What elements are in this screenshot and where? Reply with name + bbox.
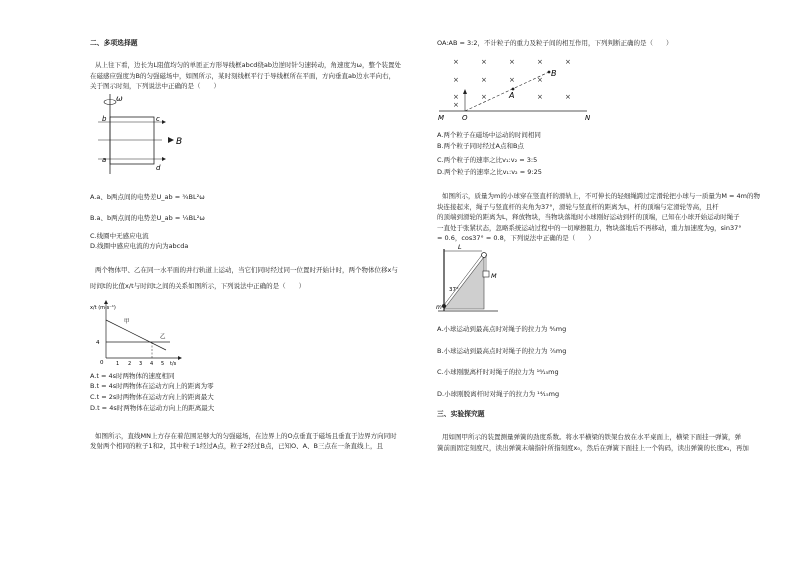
q5-stem-line2: 簧前面固定刻度尺，读出弹簧末端指针所指刻度x₀，然后在弹簧下面挂上一个钩码，读出弹簧的长度x₁，再加 <box>437 444 749 452</box>
q2-stem-line2: 时间t的比值x/t与时间t之间的关系如图所示，下列说法中正确的是（ ） <box>90 282 306 290</box>
q3-stem-line1: 如图所示，直线MN上方存在着范围足够大的匀强磁场，在边界上的O点垂直于磁场且垂直于边界方向同时 <box>95 432 397 440</box>
label-c: c <box>156 115 160 123</box>
q4-option-d: D.小球刚脱离杆时对绳子的拉力为 ¹⁴⁄₁₅mg <box>437 390 560 398</box>
coil-square <box>110 117 154 164</box>
field-cross-icon: × <box>537 93 543 101</box>
field-cross-icon: × <box>481 93 487 101</box>
q3-option-a: A.两个粒子在磁场中运动的时间相同 <box>437 131 541 139</box>
q4-pulley-figure <box>436 243 506 315</box>
label-angle: 37° <box>449 287 459 293</box>
section-title-multiple-choice: 二、多项选择题 <box>90 39 138 47</box>
q2-stem-line1: 两个物体甲、乙在同一水平面的并行轨道上运动，当它们同时经过同一位置时开始计时，两个物体位移x与 <box>95 266 398 274</box>
q1-option-b: B.a、b两点间的电势差U_ab = ¼BL²ω <box>90 214 205 222</box>
label-O: O <box>462 114 468 122</box>
label-d: d <box>156 164 161 172</box>
q2-option-d: D.t = 4s时两物体在运动方向上的距离最大 <box>90 404 215 412</box>
q1-option-a: A.a、b两点间的电势差U_ab = ¾BL²ω <box>90 193 205 201</box>
label-M: M <box>491 272 497 280</box>
q3-stem-continued: OA:AB = 3:2，不计粒子的重力及粒子间的相互作用，下列判断正确的是（ ） <box>437 39 673 47</box>
label-N: N <box>585 114 591 122</box>
q1-option-c: C.线圈中无感应电流 <box>90 232 149 240</box>
label-B-field: B <box>176 137 183 147</box>
label-a: a <box>102 156 107 164</box>
line-jia <box>106 320 166 350</box>
field-cross-icon: × <box>537 58 543 66</box>
x-tick: 4 <box>150 361 154 366</box>
section-title-experiment: 三、实验探究题 <box>437 410 485 418</box>
ball-m <box>442 304 446 308</box>
q4-option-a: A.小球运动到最高点时对绳子的拉力为 ⁸⁄₅mg <box>437 325 567 333</box>
label-M: M <box>438 114 445 122</box>
q3-option-d: D.两个粒子的速率之比v₁:v₂ = 9:25 <box>437 168 542 176</box>
label-omega: ω <box>116 94 123 103</box>
q3-stem-line2: 发射两个相同的粒子1和2，其中粒子1经过A点，粒子2经过B点，已知O、A、B三点在一条直线上，且 <box>90 442 383 450</box>
field-cross-icon: × <box>481 76 487 84</box>
x-tick: 1 <box>116 361 120 366</box>
field-cross-icon: × <box>565 93 571 101</box>
field-cross-icon: × <box>509 58 515 66</box>
q3-option-c: C.两个粒子的速率之比v₁:v₂ = 3:5 <box>437 156 538 164</box>
q5-stem-line1: 用如图甲所示的装置测量弹簧的劲度系数。将水平横梁的铁架台放在水平桌面上，横梁下面挂一弹簧，弹 <box>442 433 741 441</box>
origin-label: 0 <box>100 360 104 366</box>
label-L: L <box>458 243 462 251</box>
field-arrow-icon <box>162 157 166 161</box>
y-axis-arrow-icon <box>104 300 108 304</box>
field-arrow-icon <box>162 120 166 124</box>
q4-stem-line4: 一直处于张紧状态，忽略系统运动过程中的一切摩擦阻力，物块落地后不再移动，重力加速度为g，sin37° <box>437 224 742 232</box>
q1-stem-line2: 在磁感应强度为B的匀强磁场中，如图所示，某时刻线框平行于导线框所在平面，方向垂直ab边水平向右， <box>90 72 396 80</box>
wedge <box>444 257 484 309</box>
q1-coil-figure <box>92 92 202 177</box>
q4-stem-line3: 的顶端到滑轮的距离为L，释放物块，当物块落地时小球刚好运动到杆的顶端，已知在小球开始运动时绳子 <box>437 213 740 221</box>
q4-stem-line2: 块连接起来，绳子与竖直杆的夹角为37°，滑轮与竖直杆的距离为L，杆的顶端与定滑轮等高，且杆 <box>437 203 719 211</box>
field-cross-icon: × <box>453 101 459 109</box>
up-arrow-icon <box>463 89 467 94</box>
field-cross-icon: × <box>453 76 459 84</box>
point-A <box>512 88 515 91</box>
q4-stem-line5: = 0.6，cos37° = 0.8，下列说法中正确的是（ ） <box>437 234 595 242</box>
field-cross-icon: × <box>565 58 571 66</box>
point-B <box>548 71 551 74</box>
field-cross-icon: × <box>509 76 515 84</box>
q2-option-a: A.t = 4s时两物体的速度相同 <box>90 372 175 380</box>
q3-option-b: B.两个粒子同时经过A点和B点 <box>437 142 524 150</box>
q1-stem-line3: 关于图示时刻，下列说法中正确的是（ ） <box>90 82 220 90</box>
y-tick-4: 4 <box>96 340 100 346</box>
label-b: b <box>102 115 107 123</box>
q2-graph-figure <box>88 298 188 366</box>
field-cross-icon: × <box>481 58 487 66</box>
q1-option-d: D.线圈中感应电流的方向为abcda <box>90 242 189 250</box>
label-jia: 甲 <box>124 319 130 325</box>
field-cross-icon: × <box>453 58 459 66</box>
label-A: A <box>509 91 515 100</box>
q4-stem-line1: 如图所示，质量为m的小球穿在竖直杆的滑轨上，不可伸长的轻细绳跨过定滑轮把小球与一质量为M = 4m的物 <box>442 192 760 200</box>
q4-option-c: C.小球刚脱离杆时对绳子的拉力为 ¹⁶⁄₁₅mg <box>437 368 559 376</box>
label-yi: 乙 <box>160 334 166 340</box>
field-cross-icon: × <box>537 76 543 84</box>
y-axis-label: x/t (m·s⁻¹) <box>90 305 116 311</box>
q1-stem-line1: 从上往下看，边长为L阻值均匀的单匝正方形导线框abcd绕ab边逆时针匀速转动，角速度为ω，整个装置处 <box>95 61 401 69</box>
q2-option-c: C.t = 2s时两物体在运动方向上的距离最大 <box>90 393 214 401</box>
x-tick: 3 <box>139 361 143 366</box>
q4-option-b: B.小球运动到最高点时对绳子的拉力为 ⁷⁄₅mg <box>437 347 567 355</box>
field-arrow-icon <box>168 137 174 143</box>
x-axis-arrow-icon <box>178 356 182 360</box>
x-tick: 5 <box>161 361 165 366</box>
q3-field-figure <box>437 52 597 122</box>
x-tick: 2 <box>128 361 132 366</box>
label-m: m <box>436 304 442 311</box>
q2-option-b: B.t = 4s时两物体在运动方向上的距离为零 <box>90 382 214 390</box>
x-axis-label: t/s <box>170 361 177 366</box>
label-B: B <box>551 69 557 78</box>
field-cross-icon: × <box>453 93 459 101</box>
block-M <box>483 271 489 277</box>
